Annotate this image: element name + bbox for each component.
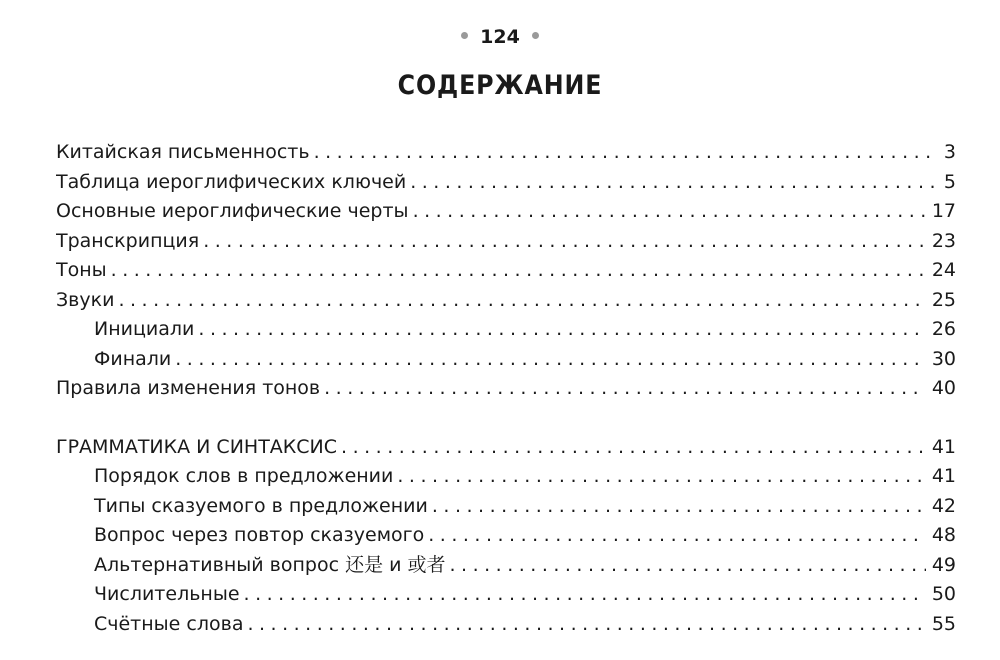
toc-subentry[interactable]	[56, 521, 956, 551]
toc-dot-leader	[428, 521, 926, 551]
toc-dot-leader	[432, 492, 926, 522]
toc-subentry[interactable]	[56, 610, 956, 640]
toc-entry-label: Типы сказуемого в предложении	[94, 494, 428, 517]
toc-entry-page: 41	[931, 465, 956, 487]
toc-subentry[interactable]	[56, 345, 956, 375]
toc-dot-leader	[198, 315, 925, 345]
toc-entry-page: 25	[931, 288, 956, 311]
toc-dot-leader	[203, 227, 926, 257]
toc-entry-label: Транскрипция	[56, 229, 200, 252]
toc-dot-leader	[397, 462, 925, 492]
toc-entry[interactable]	[56, 138, 956, 168]
toc-entry-label: Тоны	[56, 259, 107, 281]
toc-subentry[interactable]	[56, 492, 956, 522]
toc-subentry[interactable]	[56, 315, 956, 345]
toc-entry-label: Инициали	[94, 318, 195, 340]
toc-entry-label: Вопрос через повтор сказуемого	[94, 524, 425, 546]
toc-entry-label: ГРАММАТИКА И СИНТАКСИС	[56, 435, 338, 458]
toc-entry-label: Звуки	[56, 288, 115, 311]
toc-dot-leader	[118, 286, 925, 316]
toc-subentry[interactable]	[56, 462, 956, 492]
toc-entry-page: 5	[943, 170, 956, 193]
page-number-header	[0, 22, 1000, 52]
toc-dot-leader	[314, 138, 938, 168]
toc-entry[interactable]	[56, 168, 956, 198]
toc-dot-leader	[450, 551, 926, 581]
toc-subentry[interactable]	[56, 580, 956, 610]
toc-dot-leader	[244, 580, 926, 610]
toc-entry-label: Порядок слов в предложении	[94, 465, 394, 487]
toc-entry-page: 40	[931, 377, 956, 399]
toc-entry-label: Основные иероглифические черты	[56, 200, 409, 222]
toc-dot-leader	[111, 256, 926, 286]
page-number: 124	[480, 26, 520, 48]
toc-dot-leader	[413, 197, 926, 227]
toc-entry-label: Альтернативный вопрос 还是 и 或者	[94, 553, 446, 576]
toc-entry[interactable]	[56, 374, 956, 404]
toc-section-heading[interactable]	[56, 433, 956, 463]
toc-entry-label: Таблица иероглифических ключей	[56, 170, 407, 193]
bullet-dot-right	[532, 32, 539, 39]
toc-entry[interactable]	[56, 286, 956, 316]
toc-entry[interactable]	[56, 197, 956, 227]
toc-dot-leader	[247, 610, 925, 640]
toc-entry-page: 24	[931, 259, 956, 281]
toc-dot-leader	[324, 374, 926, 404]
toc-subentry[interactable]	[56, 551, 956, 581]
toc-entry-label: Правила изменения тонов	[56, 377, 321, 399]
toc-entry[interactable]	[56, 227, 956, 257]
toc-dot-leader	[410, 168, 938, 198]
toc-entry-page: 49	[931, 553, 956, 576]
toc-entry-label: Счётные слова	[94, 612, 244, 635]
bullet-dot-left	[461, 32, 468, 39]
toc-entry-label: Числительные	[94, 583, 240, 605]
toc-entry-page: 55	[931, 612, 956, 635]
toc-dot-leader	[341, 433, 926, 463]
toc-entry[interactable]	[56, 256, 956, 286]
toc-entry-page: 30	[931, 347, 956, 370]
toc-entry-page: 41	[931, 435, 956, 458]
toc-entry-label: Китайская письменность	[56, 141, 310, 163]
table-of-contents	[56, 138, 956, 639]
toc-entry-page: 17	[931, 200, 956, 222]
toc-entry-page: 50	[931, 583, 956, 605]
toc-entry-page: 42	[931, 494, 956, 517]
toc-entry-page: 3	[943, 141, 956, 163]
toc-entry-page: 26	[931, 318, 956, 340]
toc-dot-leader	[175, 345, 926, 375]
toc-entry-page: 23	[931, 229, 956, 252]
page-title: СОДЕРЖАНИЕ	[397, 70, 603, 101]
toc-entry-label: Финали	[94, 347, 172, 370]
toc-entry-page: 48	[931, 524, 956, 546]
